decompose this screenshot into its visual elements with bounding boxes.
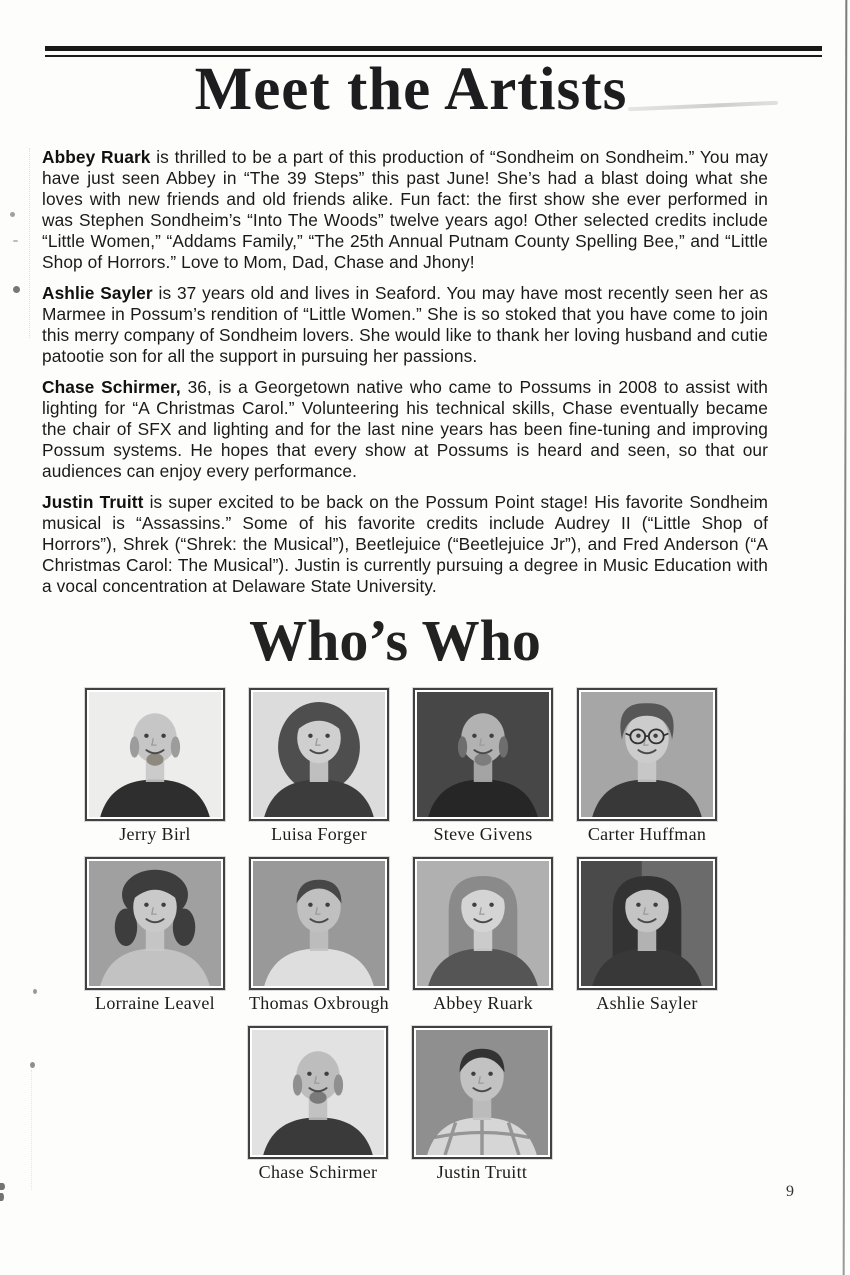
cast-member [85, 857, 225, 1014]
cast-row [85, 688, 715, 845]
bios-section [42, 147, 768, 597]
cast-member [249, 688, 389, 845]
cast-member-name: Carter Huffman [587, 823, 707, 844]
cast-member-name: Ashlie Sayler [596, 992, 698, 1013]
cast-member [248, 1026, 388, 1183]
page-number: 9 [786, 1183, 794, 1200]
scan-corner-mark [0, 1193, 4, 1201]
cast-member [413, 688, 553, 845]
cast-member-name: Thomas Oxbrough [249, 992, 389, 1013]
cast-member [249, 857, 389, 1014]
headshot-photo [85, 857, 225, 990]
bio-text: is super excited to be back on the Possum Point stage! His favorite Sondheim musical is “Assassins.” Some of his favorite credits include Audrey II (“Little Shop of Horrors”), Shrek (“Shrek: the Musical”), Beetlejuice (“Beetlejuice Jr”), and Fred Anderson (“A Christmas Carol: The Musical”). Justin is currently pursuing a degree in Music Education with a vocal concentration at Delaware State University. [42, 491, 769, 596]
headshot-photo [249, 688, 389, 821]
cast-member [412, 1026, 552, 1183]
bio-person-name: Justin Truitt [42, 491, 144, 512]
scan-speck [13, 240, 18, 242]
cast-member-name: Steve Givens [433, 823, 533, 844]
cast-row [85, 857, 715, 1014]
cast-member-name: Luisa Forger [271, 823, 367, 844]
headshot-photo [413, 857, 553, 990]
cast-member-name: Jerry Birl [119, 823, 191, 844]
cast-row [85, 1026, 715, 1183]
scan-dotted-line-2 [31, 1070, 32, 1190]
bio-person-name: Chase Schirmer, [42, 376, 181, 397]
headshot-photo [577, 688, 717, 821]
bio-person-name: Ashlie Sayler [42, 282, 153, 303]
bio-paragraph [42, 147, 768, 273]
headshot-photo [412, 1026, 552, 1159]
scan-speck [13, 286, 20, 293]
scan-dotted-line [29, 148, 30, 338]
bio-text: is 37 years old and lives in Seaford. You may have most recently seen her as Marmee in Possum’s rendition of “Little Women.” She is so stoked that you have come to join this merry company of Sondheim lovers. She would like to thank her loving husband and cutie patootie son for all the support in pursuing her passions. [42, 282, 768, 366]
headshot-photo [577, 857, 717, 990]
bio-paragraph [42, 377, 768, 482]
cast-member-name: Abbey Ruark [433, 992, 533, 1013]
scan-speck [30, 1062, 35, 1068]
bio-person-name: Abbey Ruark [42, 146, 151, 167]
headshot-photo [248, 1026, 388, 1159]
cast-grid [85, 688, 715, 1183]
headshot-photo [249, 857, 389, 990]
whos-who-title: Who’s Who [249, 607, 541, 673]
scan-edge-line [843, 0, 848, 1275]
bio-text: is thrilled to be a part of this production of “Sondheim on Sondheim.” You may have just seen Abbey in “The 39 Steps” this past June! She’s had a blast doing what she loves with new friends and old friends alike. Fun fact: the first show she ever performed in was Stephen Sondheim’s “Into The Woods” twelve years ago! Other selected credits include “Little Women,” “Addams Family,” “The 25th Annual Putnam County Spelling Bee,” and “Little Shop of Horrors.” Love to Mom, Dad, Chase and Jhony! [42, 146, 769, 272]
cast-member [413, 857, 553, 1014]
cast-member [577, 688, 717, 845]
cast-member [85, 688, 225, 845]
scan-speck [10, 212, 15, 217]
headshot-photo [85, 688, 225, 821]
bio-paragraph [42, 492, 768, 597]
cast-member-name: Chase Schirmer [258, 1161, 378, 1182]
cast-member [577, 857, 717, 1014]
page-title: Meet the Artists [194, 56, 628, 123]
headshot-photo [413, 688, 553, 821]
scan-corner-mark [0, 1183, 5, 1190]
cast-member-name: Justin Truitt [436, 1161, 528, 1182]
scan-speck [33, 989, 37, 994]
bio-text: 36, is a Georgetown native who came to Possums in 2008 to assist with lighting for “A Christmas Carol.” Volunteering his technical skills, Chase eventually became the chair of SFX and lighting and for the last nine years has been fine-tuning and improving Possum systems. He hopes that every show at Possums is heard and seen, so that our audiences can enjoy every performance. [42, 376, 768, 481]
cast-member-name: Lorraine Leavel [95, 992, 215, 1013]
bio-paragraph [42, 283, 768, 367]
header [0, 46, 850, 123]
